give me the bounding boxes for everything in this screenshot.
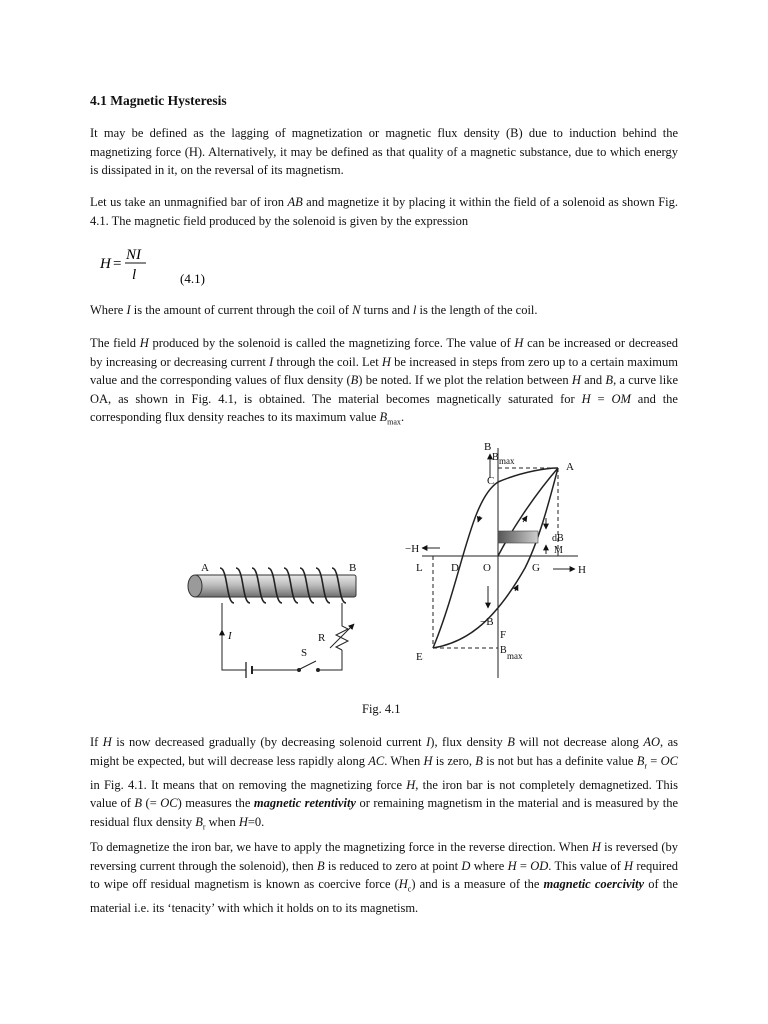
wire-right [320,650,342,670]
paragraph-coercivity: To demagnetize the iron bar, we have to apply the magnetizing force in the reverse direction. When H is reversed (by reversing current through the solenoid), then B is reduced to zero at point D where H = OD. This value of H required to wipe off residual magnetism is known as coercive force $(H_c)$ and is a measure of the magnetic coercivity of the material i.e. its ‘tenacity’ with which it holds on to its magnetism. [90,840,678,915]
point-e-label: E [416,651,423,663]
upper-branch [433,468,558,648]
b-axis-label: B [484,441,492,453]
minus-h-label: −H [405,543,420,555]
bmax-top-b: B [492,452,499,463]
bmax-top-sub: max [499,456,515,466]
eq-denominator: l [132,267,137,283]
eq-numerator: NI [126,247,141,263]
db-label: dB [552,533,564,544]
resistor [336,603,348,650]
paragraph-definition: It may be defined as the lagging of magnetization or magnetic flux density (B) due to induction behind the magnetizing force (H). Alternatively, it may be defined as that quality of a magnetic substance, due to which energy is dissipated in it, on the reversal of its magnetism. [90,126,678,177]
eq-equals: = [113,256,122,272]
bar-label-b: B [349,562,357,574]
switch-label: S [301,647,308,659]
hysteresis-figure [180,438,590,688]
figure-caption: Fig. 4.1 [362,702,401,716]
paragraph-where: Where I is the amount of current through the coil of N turns and l is the length of the coil. [90,303,538,317]
db-strip [498,531,538,543]
minus-b-label: −B [480,616,494,628]
current-label: I [228,630,232,642]
paragraph-magnetizing-force: The field H produced by the solenoid is called the magnetizing force. The value of H can be increased or decreased by increasing or decreasing current I through the coil. Let H be increased in steps from zero up to a certain maximum value and the corresponding values of flux density (B) be noted. If we plot the relation between H and B, a curve like OA, as shown in Fig. 4.1, is obtained. The material becomes magnetically saturated for H = OM and the corresponding flux density reaches to its maximum value $B_{max}$. [90,336,679,427]
point-f-label: F [500,629,507,641]
resistor-label: R [318,632,326,644]
bmax-bot-b: B [500,645,507,656]
point-c-label: C [487,475,495,487]
arrow-fg [515,585,518,591]
equation-graphic [100,248,250,292]
point-m-label: M [554,545,563,556]
point-a-label: A [566,461,574,473]
point-d-label: D [451,562,459,574]
point-g-label: G [532,562,540,574]
section-heading: 4.1 Magnetic Hysteresis [90,93,227,108]
wire-left [222,603,246,670]
lower-branch [433,468,558,648]
term-coercivity: magnetic coercivity [543,877,645,891]
bar-end [188,575,202,597]
point-o-label: O [483,562,491,574]
switch-contact-2 [316,668,320,672]
eq-lhs: H [100,256,111,272]
solenoid-diagram [188,562,356,678]
bar-label-a: A [201,562,209,574]
point-l-label: L [416,562,423,574]
paragraph-solenoid: Let us take an unmagnified bar of iron AB and magnetize it by placing it within the field of a solenoid as shown Fig. 4.1. The magnetic field produced by the solenoid is given by the expression [90,195,678,228]
hysteresis-plot [405,441,586,678]
paragraph-retentivity: If H is now decreased gradually (by decreasing solenoid current I), flux density B will not decrease along AO, as might be expected, but will decrease less rapidly along AC. When H is zero, B is not but has a definite value $B_r$ = OC in Fig. 4.1. It means that on removing the magnetizing force H, the iron bar is not completely demagnetized. This value of B (= OC) measures the magnetic retentivity or remaining magnetism in the material and is measured by the residual flux density $B_r$ when H=0. [90,735,679,831]
figure-4-1 [180,438,590,688]
equation-4-1 [100,248,250,288]
bmax-bot-sub: max [507,651,523,661]
switch-lever [300,661,316,669]
eq-number: (4.1) [180,271,205,286]
arrow-ac [478,516,480,522]
arrow-oa [523,516,527,522]
term-retentivity: magnetic retentivity [253,796,356,810]
h-axis-label: H [578,564,586,576]
